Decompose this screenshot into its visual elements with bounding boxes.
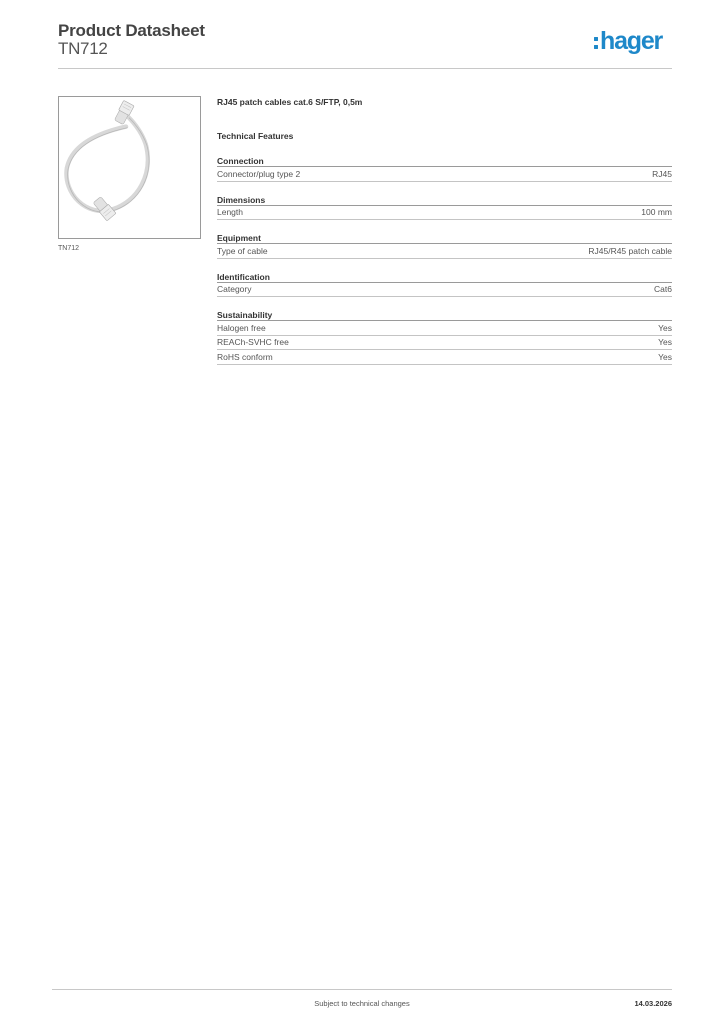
section-title: Sustainability: [217, 310, 672, 321]
footer-note: Subject to technical changes: [314, 999, 410, 1008]
spec-section-equipment: [217, 233, 672, 259]
spec-row: [217, 350, 672, 365]
spec-label: Type of cable: [217, 245, 268, 256]
spec-value: Yes: [658, 322, 672, 333]
product-code: TN712: [58, 39, 108, 58]
image-caption: TN712: [58, 245, 80, 252]
spec-label: Category: [217, 284, 252, 295]
footer-divider: [52, 989, 672, 990]
logo-wordmark: hager: [600, 26, 663, 55]
spec-row: [217, 167, 672, 182]
header-divider: [58, 68, 672, 69]
section-title: Dimensions: [217, 195, 672, 206]
spec-value: Cat6: [654, 284, 672, 295]
spec-label: RoHS conform: [217, 351, 273, 362]
spec-row: [217, 283, 672, 298]
product-image: [58, 96, 201, 239]
spec-row: [217, 321, 672, 336]
logo-dots-icon: [594, 37, 598, 49]
spec-label: Connector/plug type 2: [217, 168, 301, 179]
hager-logo: [594, 26, 662, 56]
spec-row: [217, 206, 672, 221]
spec-content: [217, 96, 672, 365]
spec-label: Halogen free: [217, 322, 266, 333]
section-title: Equipment: [217, 233, 672, 244]
spec-value: Yes: [658, 337, 672, 348]
spec-row: [217, 244, 672, 259]
spec-section-connection: [217, 156, 672, 182]
section-title: Identification: [217, 272, 672, 283]
spec-row: [217, 336, 672, 351]
spec-value: RJ45/R45 patch cable: [588, 245, 672, 256]
spec-section-identification: [217, 272, 672, 298]
spec-label: Length: [217, 207, 243, 218]
spec-value: RJ45: [652, 168, 672, 179]
spec-section-sustainability: [217, 310, 672, 365]
page-title: Product Datasheet: [58, 21, 205, 40]
technical-features-heading: Technical Features: [217, 131, 294, 141]
spec-value: Yes: [658, 351, 672, 362]
section-title: Connection: [217, 156, 672, 167]
spec-section-dimensions: [217, 195, 672, 221]
product-description: RJ45 patch cables cat.6 S/FTP, 0,5m: [217, 97, 363, 107]
footer-date: 14.03.2026: [634, 999, 672, 1008]
patch-cable-icon: [59, 97, 200, 238]
spec-value: 100 mm: [641, 207, 672, 218]
spec-label: REACh-SVHC free: [217, 337, 289, 348]
